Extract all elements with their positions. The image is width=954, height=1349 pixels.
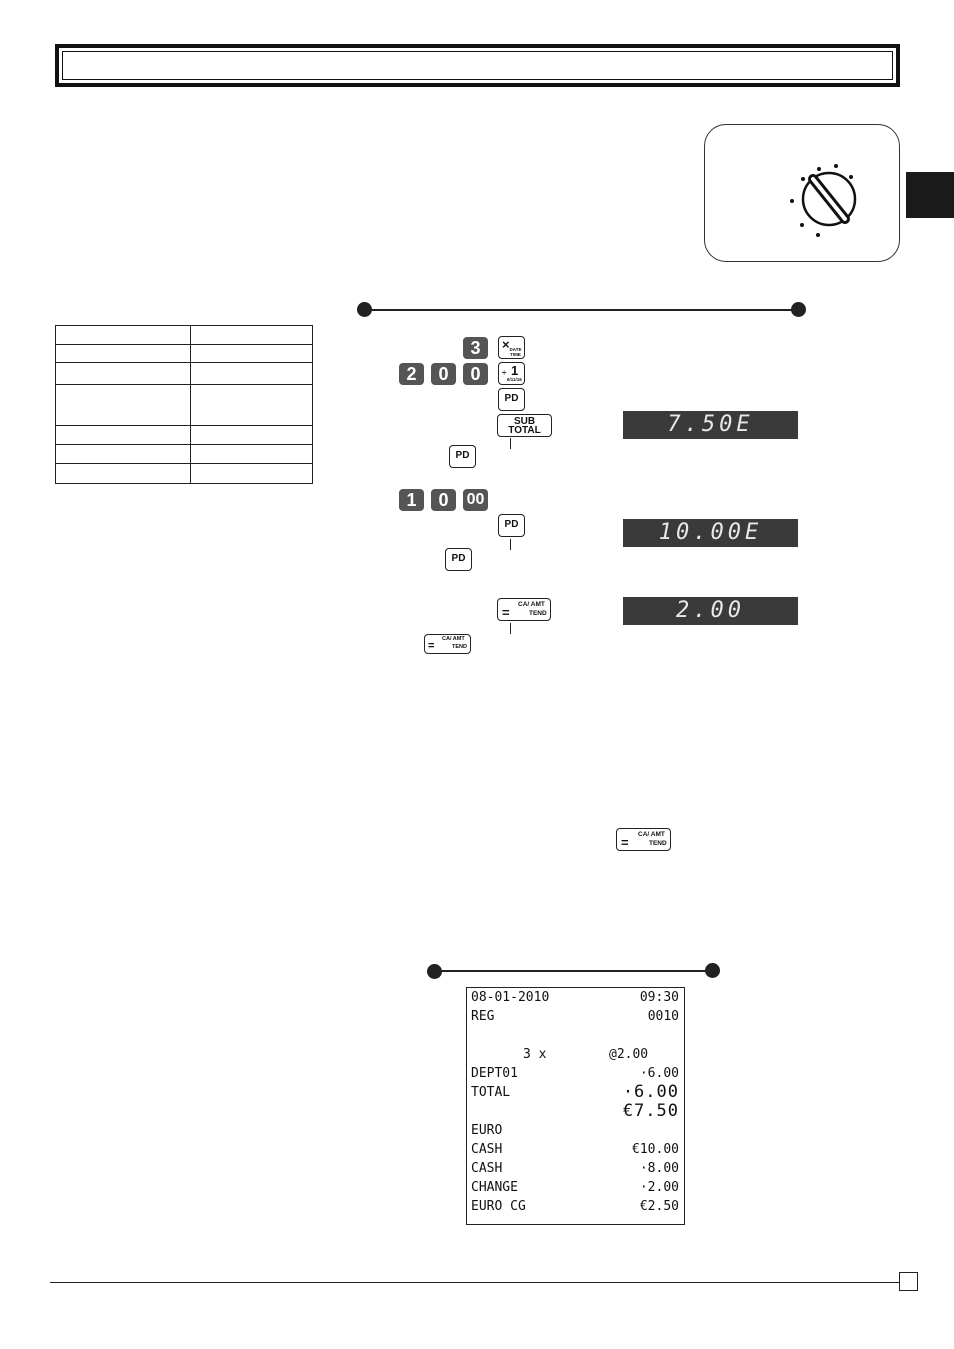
ca-amt-tend-key-inline[interactable] xyxy=(616,828,671,851)
subtotal-key[interactable] xyxy=(497,414,552,437)
ca-top: CA/ AMT xyxy=(638,831,665,838)
multiply-symbol: × xyxy=(502,337,510,352)
pd-key[interactable]: PD xyxy=(498,388,525,411)
receipt-reg-label: REG xyxy=(471,1009,495,1024)
display-change: 2.00 xyxy=(623,597,798,625)
callout-line xyxy=(510,438,511,449)
info-table xyxy=(55,325,313,484)
receipt-date: 08-01-2010 xyxy=(471,990,550,1005)
receipt-qty: 3 x xyxy=(523,1047,547,1062)
receipt-cash-amount: €10.00 xyxy=(632,1142,679,1157)
key-00[interactable]: 00 xyxy=(463,489,488,511)
section-tab xyxy=(906,172,954,218)
receipt-change-amount: ·2.00 xyxy=(639,1180,679,1195)
receipt-row xyxy=(471,1159,679,1178)
mode-switch-icon xyxy=(705,125,899,261)
receipt-cash-label: CASH xyxy=(471,1161,503,1176)
receipt-dept-amount: ·6.00 xyxy=(639,1066,679,1081)
key-3[interactable]: 3 xyxy=(463,337,488,359)
ca-prefix: = xyxy=(621,835,629,850)
subtotal-label-bottom: TOTAL xyxy=(508,425,541,436)
receipt-cash-label: CASH xyxy=(471,1142,503,1157)
display-tender: 10.00E xyxy=(623,519,798,547)
receipt-euro-cg-label: EURO CG xyxy=(471,1199,526,1214)
dept-1-key[interactable] xyxy=(498,362,525,385)
receipt-euro-label: EURO xyxy=(471,1123,503,1138)
receipt-row xyxy=(471,1197,679,1216)
key-2[interactable]: 2 xyxy=(399,363,424,385)
mode-switch-box xyxy=(704,124,900,262)
receipt-row xyxy=(471,1140,679,1159)
pd-key-tender-alt[interactable]: PD xyxy=(445,548,472,571)
ca-prefix: = xyxy=(428,640,435,652)
pd-key-tender[interactable]: PD xyxy=(498,514,525,537)
receipt-divider xyxy=(435,970,713,972)
receipt-total-label: TOTAL xyxy=(471,1085,511,1100)
receipt-row xyxy=(471,1178,679,1197)
ca-prefix: = xyxy=(502,605,510,620)
receipt-row xyxy=(471,1007,679,1026)
receipt xyxy=(466,987,685,1225)
page-number-box xyxy=(899,1272,918,1291)
receipt-row xyxy=(471,1102,679,1121)
multiply-key[interactable] xyxy=(498,336,525,359)
receipt-row xyxy=(471,1083,679,1102)
key-0[interactable]: 0 xyxy=(431,363,456,385)
key-1[interactable]: 1 xyxy=(399,489,424,511)
dept-number: 1 xyxy=(511,363,519,378)
ca-amt-tend-key-alt[interactable] xyxy=(424,634,471,654)
key-0[interactable]: 0 xyxy=(463,363,488,385)
receipt-total-euro: €7.50 xyxy=(622,1101,679,1121)
receipt-row xyxy=(471,1064,679,1083)
ca-bottom: TEND xyxy=(649,840,667,847)
receipt-row xyxy=(471,1121,679,1140)
callout-line xyxy=(510,623,511,634)
footer-rule xyxy=(50,1282,900,1283)
receipt-dept-label: DEPT01 xyxy=(471,1066,518,1081)
callout-line xyxy=(510,539,511,550)
receipt-marker-right xyxy=(705,963,720,978)
section-marker-right xyxy=(791,302,806,317)
receipt-total-amount: ·6.00 xyxy=(622,1082,679,1102)
ca-bottom: TEND xyxy=(529,610,547,617)
ca-top: CA/ AMT xyxy=(442,636,465,642)
section-divider xyxy=(365,309,800,311)
receipt-cash-amount: ·8.00 xyxy=(639,1161,679,1176)
pd-key-alt[interactable]: PD xyxy=(449,445,476,468)
dept-sub: 6/11/16 xyxy=(507,377,522,382)
ca-bottom: TEND xyxy=(452,644,467,650)
receipt-row xyxy=(471,988,679,1007)
ca-amt-tend-key[interactable] xyxy=(497,598,551,621)
title-bar xyxy=(55,44,900,87)
key-0[interactable]: 0 xyxy=(431,489,456,511)
receipt-row xyxy=(471,1045,679,1064)
receipt-euro-cg-amount: €2.50 xyxy=(639,1199,679,1214)
receipt-change-label: CHANGE xyxy=(471,1180,518,1195)
display-subtotal: 7.50E xyxy=(623,411,798,439)
receipt-unit-price: @2.00 xyxy=(609,1047,649,1062)
receipt-reg-no: 0010 xyxy=(647,1009,679,1024)
multiply-sub: DATE TIME xyxy=(509,347,522,357)
subtotal-label-top: SUB xyxy=(513,416,536,427)
dept-prefix: ÷ xyxy=(502,368,507,377)
ca-top: CA/ AMT xyxy=(518,601,545,608)
receipt-time: 09:30 xyxy=(639,990,679,1005)
